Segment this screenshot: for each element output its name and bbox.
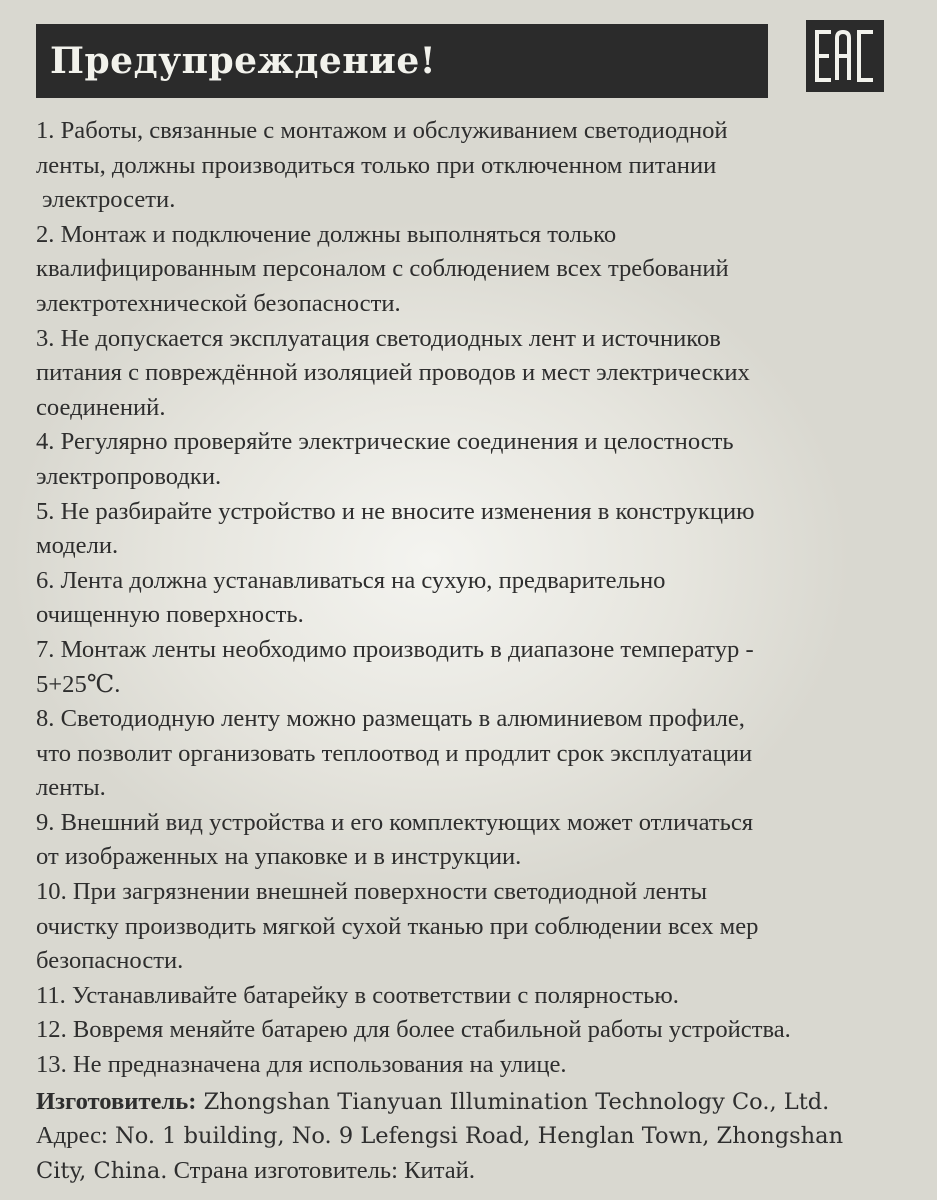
warning-item-13-line-1: 13. Не предназначена для использования на улице. xyxy=(36,1051,567,1079)
manufacturer-line xyxy=(36,1085,926,1120)
warning-item-13 xyxy=(36,1048,926,1083)
country-value: Китай. xyxy=(404,1156,475,1184)
warning-item-8-line-3: ленты. xyxy=(36,774,106,802)
address-label: Адрес: xyxy=(36,1122,108,1150)
address-value-line-2: City, China. xyxy=(36,1157,168,1184)
warning-item-11 xyxy=(36,979,926,1014)
warning-item-9-line-2: от изображенных на упаковке и в инструкции. xyxy=(36,843,522,871)
warning-item-8-line-1: 8. Светодиодную ленту можно размещать в алюминиевом профиле, xyxy=(36,705,745,733)
warning-item-5 xyxy=(36,495,926,564)
warning-item-2-line-2: квалифицированным персоналом с соблюдением всех требований xyxy=(36,255,729,283)
manufacturer-label: Изготовитель: xyxy=(36,1087,197,1115)
address-line-2 xyxy=(36,1154,926,1189)
warning-item-7-line-2: 5+25℃. xyxy=(36,670,121,698)
warning-header-banner xyxy=(36,24,768,98)
warning-item-2-line-3: электротехнической безопасности. xyxy=(36,289,401,317)
warning-item-12 xyxy=(36,1013,926,1048)
warning-item-1-line-1: 1. Работы, связанные с монтажом и обслуживанием светодиодной xyxy=(36,117,728,144)
warning-item-10-line-1: 10. При загрязнении внешней поверхности светодиодной ленты xyxy=(36,878,707,906)
warning-item-3 xyxy=(36,322,926,426)
address-line-1 xyxy=(36,1119,926,1154)
warning-item-11-line-1: 11. Устанавливайте батарейку в соответствии с полярностью. xyxy=(36,981,679,1009)
warning-content xyxy=(36,114,926,1188)
warning-item-8-line-2: что позволит организовать теплоотвод и продлит срок эксплуатации xyxy=(36,739,753,767)
warning-item-6 xyxy=(36,564,926,633)
warning-item-10-line-2: очистку производить мягкой сухой тканью при соблюдении всех мер xyxy=(36,912,759,940)
warning-item-1 xyxy=(36,114,926,218)
warning-item-5-line-2: модели. xyxy=(36,532,119,560)
warning-item-2-line-1: 2. Монтаж и подключение должны выполняться только xyxy=(36,220,617,248)
address-value-line-1: No. 1 building, No. 9 Lefengsi Road, Henglan Town, Zhongshan xyxy=(107,1123,844,1150)
eac-logo-icon xyxy=(813,28,877,84)
warning-item-6-line-1: 6. Лента должна устанавливаться на сухую, предварительно xyxy=(36,566,666,594)
warning-item-3-line-3: соединений. xyxy=(36,393,166,421)
warning-item-3-line-2: питания с повреждённой изоляцией проводов и мест электрических xyxy=(36,359,750,387)
manufacturer-info xyxy=(36,1085,926,1189)
warning-item-9 xyxy=(36,806,926,875)
warning-item-4-line-1: 4. Регулярно проверяйте электрические соединения и целостность xyxy=(36,428,734,456)
warning-item-1-line-3: электросети. xyxy=(42,186,176,214)
warning-item-10 xyxy=(36,875,926,979)
warning-title: Предупреждение! xyxy=(50,40,437,82)
warning-item-3-line-1: 3. Не допускается эксплуатация светодиодных лент и источников xyxy=(36,324,721,352)
warning-item-8 xyxy=(36,702,926,806)
warning-item-4 xyxy=(36,425,926,494)
warning-item-7-line-1: 7. Монтаж ленты необходимо производить в диапазоне температур - xyxy=(36,635,754,663)
warning-item-6-line-2: очищенную поверхность. xyxy=(36,601,304,629)
warning-item-7 xyxy=(36,633,926,702)
warning-item-2 xyxy=(36,218,926,322)
warning-item-12-line-1: 12. Вовремя меняйте батарею для более стабильной работы устройства. xyxy=(36,1016,791,1044)
warning-item-1-line-2: ленты, должны производиться только при отключенном питании xyxy=(36,151,717,179)
manufacturer-value: Zhongshan Tianyuan Illumination Technology Co., Ltd. xyxy=(196,1088,830,1115)
warning-item-10-line-3: безопасности. xyxy=(36,947,184,975)
warning-item-5-line-1: 5. Не разбирайте устройство и не вносите изменения в конструкцию xyxy=(36,497,755,525)
warning-item-4-line-2: электропроводки. xyxy=(36,462,222,490)
eac-certification-mark xyxy=(806,20,884,92)
warning-item-9-line-1: 9. Внешний вид устройства и его комплектующих может отличаться xyxy=(36,808,754,836)
country-label: Страна изготовитель: xyxy=(167,1156,405,1184)
